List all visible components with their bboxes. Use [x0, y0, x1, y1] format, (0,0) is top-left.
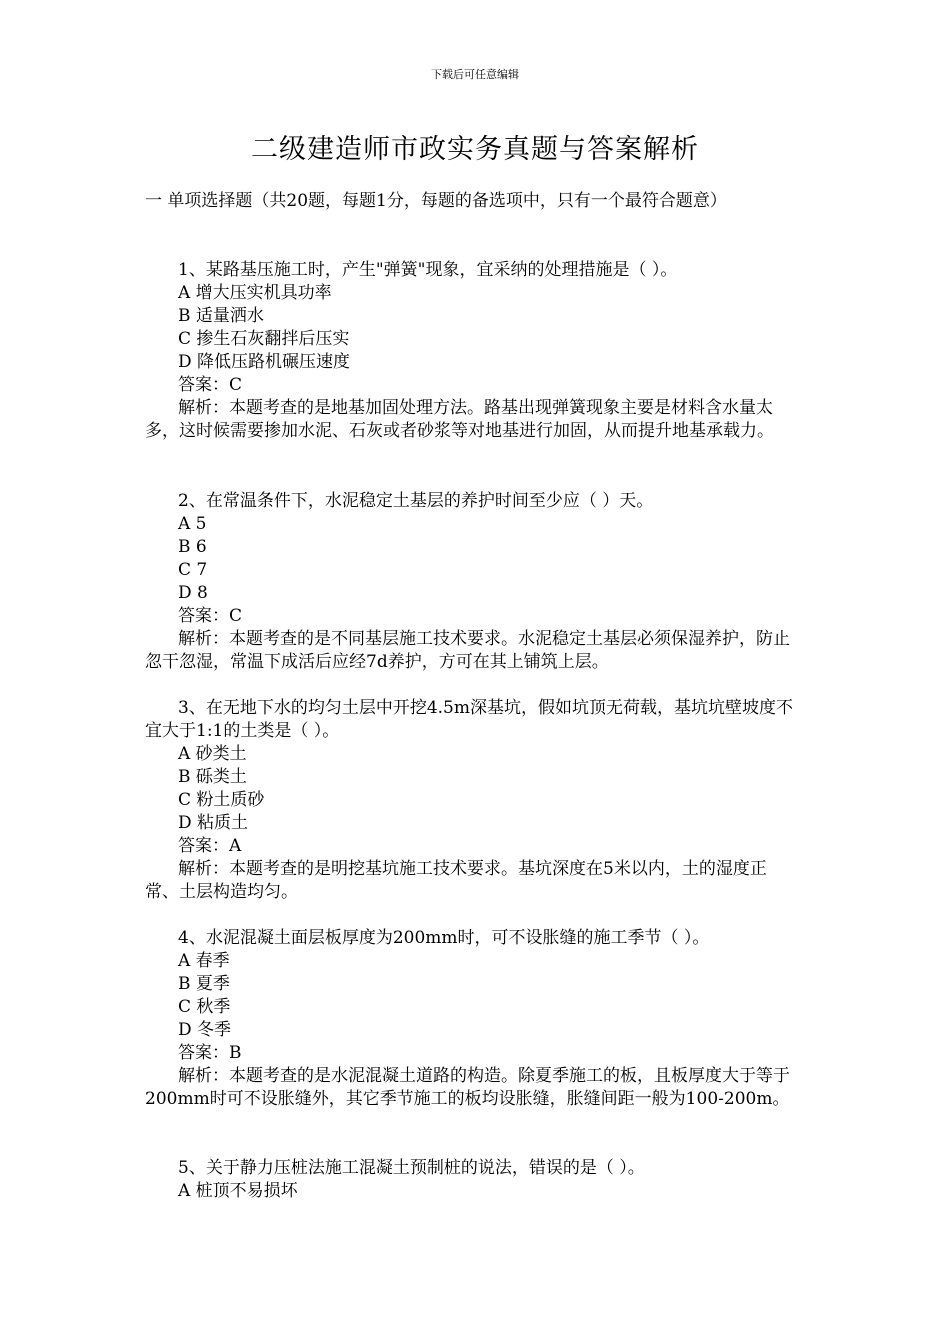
question-5 [145, 1157, 800, 1203]
question-stem: 3、在无地下水的均匀土层中开挖4.5m深基坑，假如坑顶无荷载，基坑坑壁坡度不宜大于1:1的土类是（ ）。 [145, 698, 793, 741]
analysis: 解析：本题考查的是明挖基坑施工技术要求。基坑深度在5米以内，土的湿度正常、土层构造均匀。 [145, 859, 767, 902]
option: A 增大压实机具功率 [178, 283, 332, 303]
option: A 砂类土 [178, 744, 247, 764]
answer: 答案：C [178, 375, 243, 395]
option: C 秋季 [178, 997, 231, 1017]
answer: 答案：A [178, 836, 242, 856]
question-2 [145, 490, 800, 674]
option: B 夏季 [178, 974, 230, 994]
option: D 降低压路机碾压速度 [178, 352, 351, 372]
option: A 桩顶不易损坏 [178, 1181, 298, 1201]
option: B 砾类土 [178, 767, 247, 787]
option: A 5 [178, 514, 207, 534]
section-heading: 一 单项选择题（共20题，每题1分，每题的备选项中，只有一个最符合题意） [145, 191, 727, 211]
option: D 冬季 [178, 1020, 232, 1040]
option: D 粘质土 [178, 813, 249, 833]
analysis: 解析：本题考查的是水泥混凝土道路的构造。除夏季施工的板，且板厚度大于等于200mm时可不设胀缝外，其它季节施工的板均设胀缝，胀缝间距一般为100-200m。 [145, 1066, 790, 1109]
option: A 春季 [178, 951, 230, 971]
question-1 [145, 259, 800, 443]
question-stem: 2、在常温条件下，水泥稳定土基层的养护时间至少应（ ）天。 [178, 491, 654, 511]
answer: 答案：C [178, 606, 243, 626]
header-note: 下载后可任意编辑 [431, 68, 519, 81]
question-4 [145, 927, 800, 1111]
analysis: 解析：本题考查的是不同基层施工技术要求。水泥稳定土基层必须保湿养护，防止忽干忽湿，常温下成活后应经7d养护，方可在其上铺筑上层。 [145, 629, 790, 672]
question-3 [145, 697, 800, 904]
option: C 掺生石灰翻拌后压实 [178, 329, 350, 349]
option: B 适量洒水 [178, 306, 264, 326]
analysis: 解析：本题考查的是地基加固处理方法。路基出现弹簧现象主要是材料含水量太多，这时候需要掺加水泥、石灰或者砂浆等对地基进行加固，从而提升地基承载力。 [145, 398, 774, 441]
question-stem: 4、水泥混凝土面层板厚度为200mm时，可不设胀缝的施工季节（ ）。 [178, 928, 710, 948]
option: C 粉土质砂 [178, 790, 265, 810]
question-stem: 1、某路基压施工时，产生"弹簧"现象，宜采纳的处理措施是（ ）。 [178, 260, 678, 280]
option: B 6 [178, 537, 207, 557]
page-title: 二级建造师市政实务真题与答案解析 [251, 134, 699, 165]
answer: 答案：B [178, 1043, 242, 1063]
question-stem: 5、关于静力压桩法施工混凝土预制桩的说法，错误的是（ ）。 [178, 1158, 645, 1178]
option: D 8 [178, 583, 208, 603]
option: C 7 [178, 560, 208, 580]
